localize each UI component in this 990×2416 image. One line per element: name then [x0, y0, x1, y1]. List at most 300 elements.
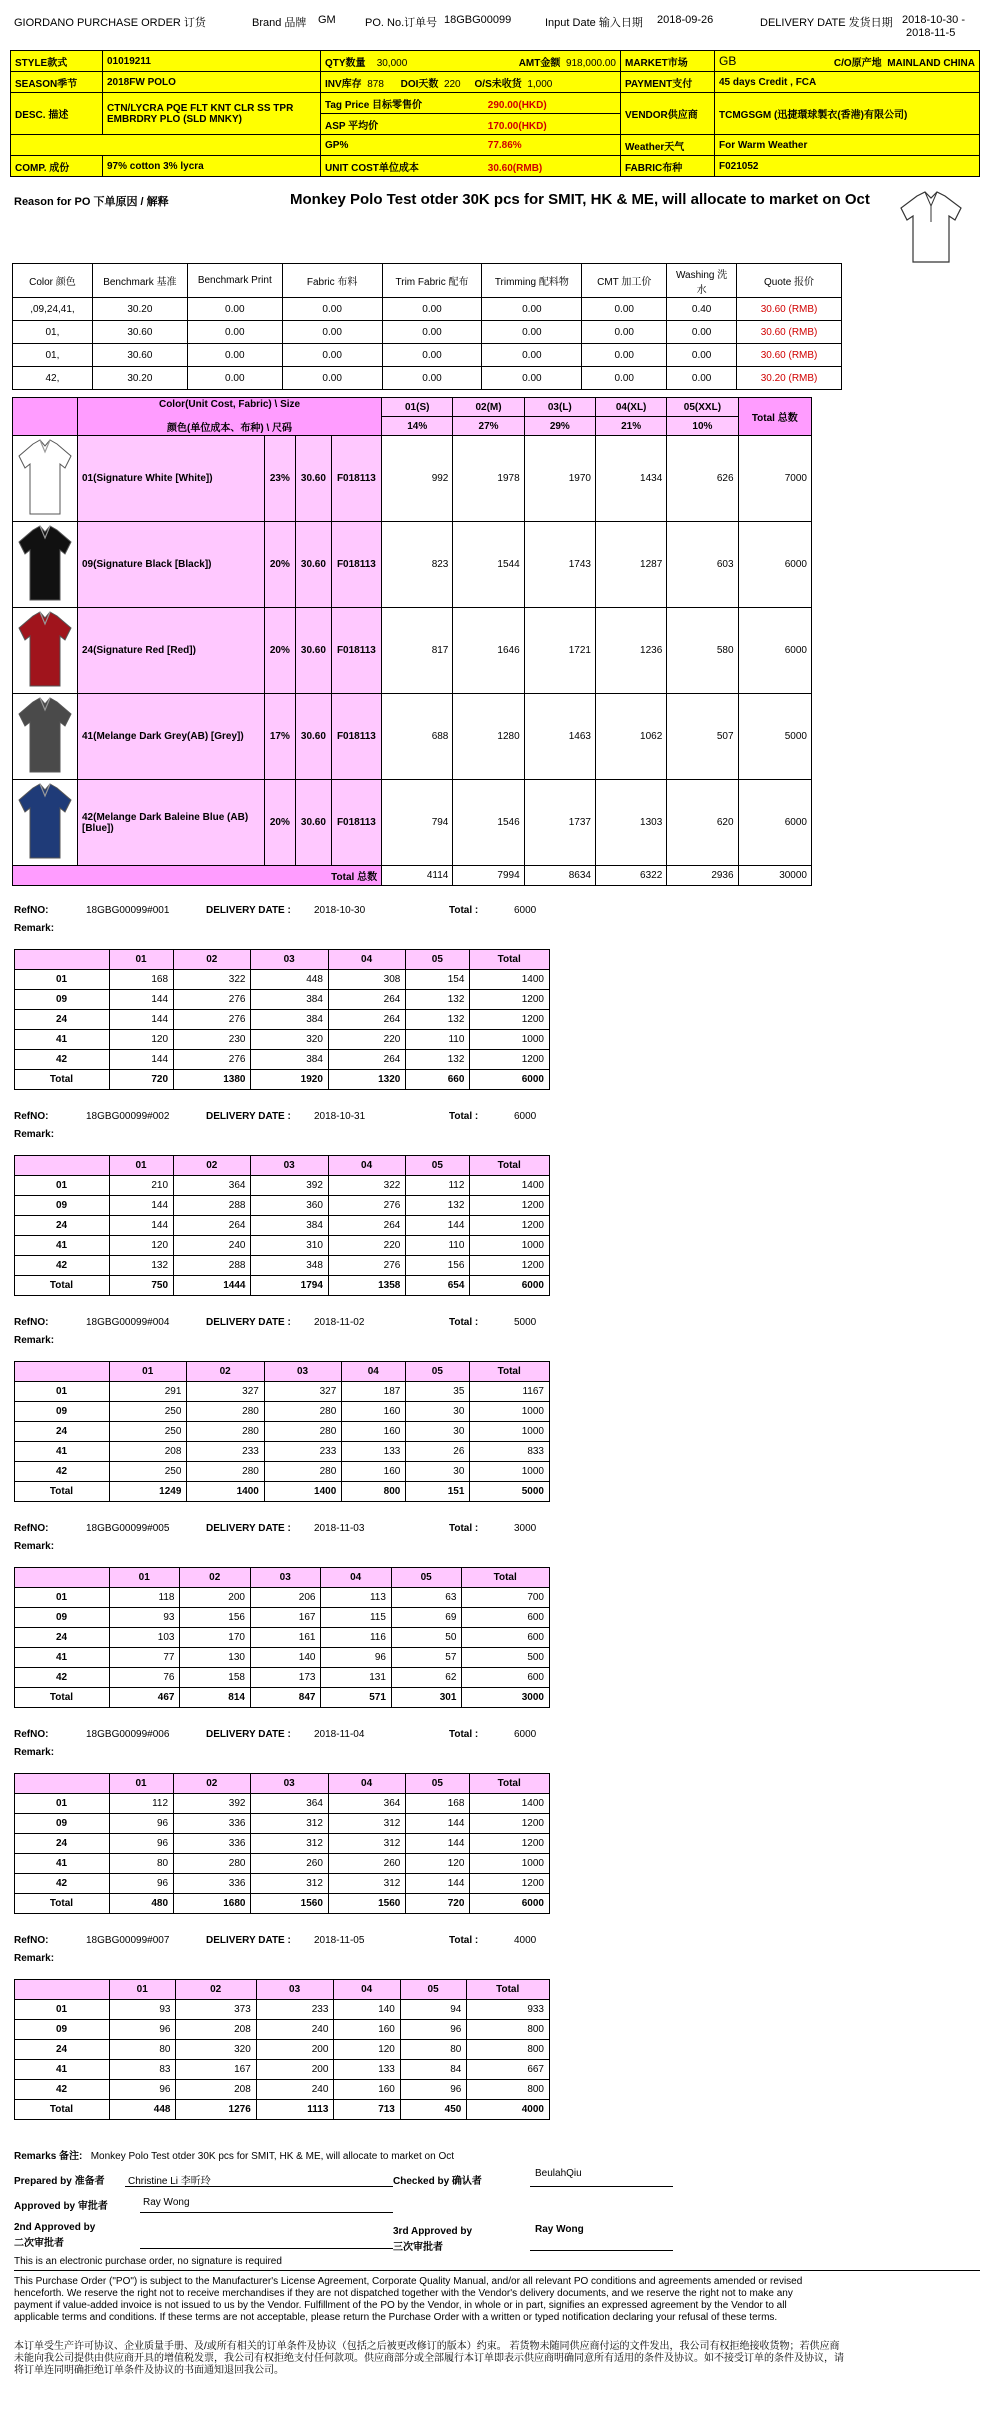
legal-divider [14, 2270, 980, 2271]
shipment-qty: 115 [321, 1608, 391, 1628]
shipment-table-head [15, 950, 550, 970]
shipment-row [15, 1854, 550, 1874]
benchmark-cell: 0.00 [382, 321, 482, 344]
shipment-qty: 240 [256, 2020, 334, 2040]
shipment-total-qty: 450 [400, 2100, 466, 2120]
blank-cell [11, 135, 321, 156]
payment-value: 45 days Credit , FCA [715, 72, 980, 93]
qty-cell: 1280 [453, 694, 524, 780]
season-value: 2018FW POLO [103, 72, 321, 93]
shipment-row [15, 1462, 550, 1482]
shipment-qty: 1000 [470, 1854, 550, 1874]
shipment-qty: 80 [110, 2040, 176, 2060]
legal-text-en: This Purchase Order ("PO") is subject to the Manufacturer's License Agreement, Corporate Quality Manual, and/or all relevant PO conditions and agreements amended or revised henceforth. We reserve the right not to receive merchandises if they are not dispatched together with the Vendor's delivery documents, and we reserve the right not to make any payment if value-added invoice is not issued to us by the Vendor. Fulfillment of the PO by the Vendor, in whole or in part, signifies an expressed agreement by the Vendor to all applicable terms and conditions. If these terms are not acceptable, please return the Purchase Order with a written or typed notification declaring your refusal of these terms. [14, 2276, 803, 2323]
shipment-qty: 800 [467, 2020, 550, 2040]
qty-cell: 626 [667, 436, 738, 522]
shipment-color-code: 41 [15, 1236, 110, 1256]
remark-label: Remark: [14, 1953, 55, 1964]
shipment-qty: 327 [187, 1382, 264, 1402]
market-cell [715, 51, 980, 72]
shipment-row [15, 1010, 550, 1030]
size-header-02(M): 02(M) [453, 398, 524, 417]
shipment-color-code: 01 [15, 970, 110, 990]
shipment-qty: 168 [110, 970, 174, 990]
shipment-qty: 276 [174, 1050, 251, 1070]
color-row [13, 694, 812, 780]
shipment-qty: 210 [110, 1176, 174, 1196]
shipment-qty: 63 [391, 1588, 461, 1608]
remarks-label: Remarks 备注: [14, 2151, 83, 2162]
ref-number: 18GBG00099#007 [86, 1935, 170, 1946]
color-pct: 17% [264, 694, 295, 780]
remark-label: Remark: [14, 1541, 55, 1552]
second-approved-line [140, 2248, 393, 2249]
shipment-qty: 144 [110, 1010, 174, 1030]
shipment-delivery-date: 2018-11-02 [314, 1317, 365, 1328]
qty-cell: 1743 [524, 522, 595, 608]
qty-cell: 620 [667, 780, 738, 866]
shipment-qty: 187 [342, 1382, 406, 1402]
shipment-qty: 280 [264, 1402, 341, 1422]
shipment-qty: 260 [328, 1854, 405, 1874]
shipment-total-row-label: Total [15, 1482, 110, 1502]
color-size-table [12, 397, 812, 886]
shipment-total-qty: 6000 [470, 1070, 550, 1090]
qty-cell: 1970 [524, 436, 595, 522]
shipment-qty: 200 [256, 2060, 334, 2080]
shipment-qty: 130 [180, 1648, 250, 1668]
shipment-qty: 144 [406, 1814, 470, 1834]
shipment-qty: 173 [250, 1668, 320, 1688]
shipment-qty: 132 [110, 1256, 174, 1276]
benchmark-row [13, 344, 842, 367]
delivery-date-label: DELIVERY DATE : [206, 905, 291, 916]
input-date-label: Input Date 输入日期 [545, 17, 643, 29]
shipment-qty: 96 [400, 2020, 466, 2040]
benchmark-cell: 0.00 [482, 367, 582, 390]
style-label: STYLE款式 [11, 51, 103, 72]
shipment-total: 6000 [514, 905, 537, 916]
comp-label: COMP. 成份 [11, 156, 103, 177]
brand-label: Brand 品牌 [252, 17, 307, 29]
benchmark-cell: 0.00 [667, 344, 737, 367]
shipment-qty: 312 [328, 1814, 405, 1834]
shipment-qty: 264 [328, 1050, 405, 1070]
shipment-qty: 160 [342, 1402, 406, 1422]
shipment-qty: 160 [334, 2020, 400, 2040]
shipment-head-row [15, 1774, 550, 1794]
shipment-qty: 1200 [470, 1050, 550, 1070]
polo-thumb-cell [13, 522, 78, 608]
shipment-table-body [15, 970, 550, 1090]
third-approved-value: Ray Wong [535, 2224, 584, 2235]
shipment-size-head: 03 [251, 950, 328, 970]
qty-cell: 1546 [453, 780, 524, 866]
shipment-total-qty: 814 [180, 1688, 250, 1708]
color-name: 41(Melange Dark Grey(AB) [Grey]) [78, 694, 265, 780]
shipment-qty: 1200 [470, 1874, 550, 1894]
shipment-qty: 600 [462, 1628, 550, 1648]
shipment-qty: 208 [176, 2020, 256, 2040]
color-row [13, 436, 812, 522]
input-date: 2018-09-26 [657, 14, 714, 26]
shipment-qty: 110 [406, 1236, 470, 1256]
shipment-size-head: 02 [174, 1774, 251, 1794]
shipment-qty: 348 [251, 1256, 328, 1276]
shipment-qty: 84 [400, 2060, 466, 2080]
qty-label: QTY数量 [325, 57, 366, 69]
shipment-qty: 280 [187, 1422, 264, 1442]
shipment-qty: 83 [110, 2060, 176, 2080]
qty-value: 30,000 [376, 57, 408, 69]
shipment-qty: 280 [187, 1402, 264, 1422]
polo-thumb-cell [13, 694, 78, 780]
shipment-qty: 1200 [470, 1834, 550, 1854]
shipment-total-label: Total : [449, 1935, 479, 1946]
os-label: O/S未收货 [474, 78, 522, 90]
gp-cell [321, 135, 621, 156]
shipment-row [15, 1176, 550, 1196]
benchmark-cell: ,09,24,41, [13, 298, 93, 321]
shipment-color-code: 01 [15, 2000, 110, 2020]
shipment-qty: 288 [174, 1256, 251, 1276]
benchmark-cell: 0.00 [282, 367, 382, 390]
shipment-qty: 384 [251, 1216, 328, 1236]
shipment-qty: 1000 [470, 1236, 550, 1256]
color-fabric: F018113 [331, 780, 381, 866]
shipment-qty: 80 [110, 1854, 174, 1874]
shipment-qty: 1200 [470, 1256, 550, 1276]
shipment-qty: 336 [174, 1874, 251, 1894]
weather-label: Weather天气 [621, 135, 715, 156]
color-fabric: F018113 [331, 522, 381, 608]
payment-label: PAYMENT支付 [621, 72, 715, 93]
shipment-table-head [15, 1568, 550, 1588]
shipment-size-head: 02 [174, 1156, 251, 1176]
remarks-value: Monkey Polo Test otder 30K pcs for SMIT, HK & ME, will allocate to market on Oct [90, 2151, 454, 2162]
shipment-qty: 364 [174, 1176, 251, 1196]
shipment-qty: 96 [400, 2080, 466, 2100]
origin-value: MAINLAND CHINA [887, 57, 975, 69]
shipment-qty: 116 [321, 1628, 391, 1648]
qty-cell: 1646 [453, 608, 524, 694]
shipment-total-qty: 713 [334, 2100, 400, 2120]
color-row [13, 608, 812, 694]
shipment-qty: 200 [180, 1588, 250, 1608]
po-label: PO. No.订单号 [365, 17, 438, 29]
shipment-table [14, 1155, 550, 1296]
polo-shirt-icon [17, 524, 73, 602]
shipment-total-qty: 5000 [470, 1482, 550, 1502]
shipment-qty: 30 [406, 1402, 470, 1422]
size-pct: 14% [382, 417, 453, 436]
color-row [13, 780, 812, 866]
shipment-total-qty: 1560 [251, 1894, 328, 1914]
shipment-qty: 112 [110, 1794, 174, 1814]
shipment-qty: 1400 [470, 1176, 550, 1196]
shipment-qty: 364 [328, 1794, 405, 1814]
shipment-size-head: 01 [110, 1156, 174, 1176]
color-name: 09(Signature Black [Black]) [78, 522, 265, 608]
color-cost: 30.60 [296, 436, 332, 522]
qty-cell: 1062 [595, 694, 666, 780]
shipment-head-row [15, 1156, 550, 1176]
shipment-table-body [15, 1176, 550, 1296]
po-info-grid [10, 50, 980, 177]
ref-number: 18GBG00099#004 [86, 1317, 170, 1328]
shipment-qty: 260 [251, 1854, 328, 1874]
remark-label: Remark: [14, 1129, 55, 1140]
os-value: 1,000 [527, 78, 553, 90]
shipment-size-head: 05 [406, 1156, 470, 1176]
refno-label: RefNO: [14, 1935, 49, 1946]
shipment-total-row [15, 1482, 550, 1502]
shipment-total-qty: 1680 [174, 1894, 251, 1914]
shipment-qty: 144 [110, 1050, 174, 1070]
shipment-total-qty: 1400 [264, 1482, 341, 1502]
delivery-label: DELIVERY DATE 发货日期 [760, 17, 893, 29]
shipment-total-qty: 1560 [328, 1894, 405, 1914]
shipment-qty: 26 [406, 1442, 470, 1462]
shipment-qty: 69 [391, 1608, 461, 1628]
comp-value: 97% cotton 3% lycra [103, 156, 321, 177]
benchmark-header-cell: Benchmark 基准 [92, 264, 187, 298]
shipment-header [14, 1935, 554, 1965]
shipment-size-head: 03 [251, 1156, 328, 1176]
reason-label: Reason for PO 下单原因 / 解释 [14, 196, 169, 208]
shipment-qty: 320 [176, 2040, 256, 2060]
approved-value: Ray Wong [143, 2197, 190, 2208]
shipment-color-code: 09 [15, 1608, 110, 1628]
shipment-row [15, 1628, 550, 1648]
shipment-qty: 322 [174, 970, 251, 990]
shipment-qty: 288 [174, 1196, 251, 1216]
qty-cell: 992 [382, 436, 453, 522]
shipment-qty: 310 [251, 1236, 328, 1256]
shipment-qty: 320 [251, 1030, 328, 1050]
shipment-qty: 132 [406, 1196, 470, 1216]
shipment-head-row [15, 1362, 550, 1382]
shipment-table-body [15, 1588, 550, 1708]
shipment-qty: 384 [251, 990, 328, 1010]
shipment-color-code: 24 [15, 1834, 110, 1854]
shipment-total-row-label: Total [15, 1688, 110, 1708]
approved-label: Approved by 审批者 [14, 2201, 108, 2212]
shipment-size-head: 02 [180, 1568, 250, 1588]
shipment-qty: 800 [467, 2080, 550, 2100]
shipment-row [15, 990, 550, 1010]
delivery-date-start: 2018-10-30 - [902, 14, 965, 26]
shipment-total-row [15, 1276, 550, 1296]
polo-thumb-cell [13, 436, 78, 522]
shipment-qty: 113 [321, 1588, 391, 1608]
shipment-qty: 80 [400, 2040, 466, 2060]
shipment-size-head: 05 [391, 1568, 461, 1588]
row-total: 6000 [738, 522, 811, 608]
shipment-table-head [15, 1362, 550, 1382]
asp-value: 170.00(HKD) [487, 120, 547, 132]
prepared-line [125, 2186, 393, 2187]
color-header-row [13, 398, 812, 417]
shipment-size-head: 03 [250, 1568, 320, 1588]
shipment-qty: 96 [110, 2020, 176, 2040]
shipment-total-qty: 3000 [462, 1688, 550, 1708]
shipment-qty: 833 [470, 1442, 550, 1462]
shipment-color-code: 09 [15, 1814, 110, 1834]
shipment-row [15, 1422, 550, 1442]
shipment-total-qty: 1380 [174, 1070, 251, 1090]
checked-line [530, 2186, 673, 2187]
benchmark-header-cell: Washing 洗水 [667, 264, 737, 298]
shipment-size-head: 02 [187, 1362, 264, 1382]
shipment-qty: 230 [174, 1030, 251, 1050]
shipment-table-body [15, 1794, 550, 1914]
polo-shirt-icon [17, 610, 73, 688]
shipment-qty: 276 [328, 1256, 405, 1276]
size-pct: 27% [453, 417, 524, 436]
qty-cell: 580 [667, 608, 738, 694]
company-title: GIORDANO PURCHASE ORDER 订货 [14, 17, 206, 29]
tag-label: Tag Price 目标零售价 [325, 99, 423, 111]
shipment-qty: 1167 [470, 1382, 550, 1402]
fabric-label: FABRIC布种 [621, 156, 715, 177]
benchmark-row [13, 367, 842, 390]
benchmark-cell: 0.00 [382, 298, 482, 321]
shipment-qty: 30 [406, 1422, 470, 1442]
qty-cell: 1737 [524, 780, 595, 866]
shipment-qty: 220 [328, 1030, 405, 1050]
shipment-qty: 250 [110, 1402, 187, 1422]
color-row [13, 522, 812, 608]
shipment-qty: 600 [462, 1668, 550, 1688]
shipment-row [15, 1794, 550, 1814]
shipment-total-row [15, 2100, 550, 2120]
shipment-qty: 308 [328, 970, 405, 990]
shipment-total-qty: 1920 [251, 1070, 328, 1090]
shipment-row [15, 1668, 550, 1688]
shipment-qty: 1400 [470, 970, 550, 990]
benchmark-cell: 0.00 [482, 321, 582, 344]
shipment-delivery-date: 2018-11-04 [314, 1729, 365, 1740]
shipment-table [14, 1567, 550, 1708]
benchmark-header-row [13, 264, 842, 298]
qty-cell: 1434 [595, 436, 666, 522]
shipment-row [15, 1402, 550, 1422]
shipment-qty: 94 [400, 2000, 466, 2020]
benchmark-header-cell: Trimming 配料物 [482, 264, 582, 298]
shipment-color-code: 42 [15, 1256, 110, 1276]
shipment-qty: 208 [110, 1442, 187, 1462]
shipment-header [14, 1317, 554, 1347]
shipment-qty: 76 [110, 1668, 180, 1688]
benchmark-cell: 30.20 [92, 367, 187, 390]
shipment-size-head: 04 [334, 1980, 400, 2000]
gp-value: 77.86% [487, 139, 522, 151]
shipment-qty: 144 [406, 1874, 470, 1894]
shipment-qty: 168 [406, 1794, 470, 1814]
shipment-qty: 264 [174, 1216, 251, 1236]
shipment-delivery-date: 2018-11-05 [314, 1935, 365, 1946]
shipment-qty: 118 [110, 1588, 180, 1608]
color-total-value: 6322 [595, 866, 666, 886]
qty-cell: 823 [382, 522, 453, 608]
shipment-total-head: Total [470, 950, 550, 970]
po-header [0, 14, 990, 44]
shipment-qty: 373 [176, 2000, 256, 2020]
shipment-qty: 62 [391, 1668, 461, 1688]
shipment-qty: 276 [328, 1196, 405, 1216]
desc-label: DESC. 描述 [11, 93, 103, 135]
shipment-total-label: Total : [449, 1523, 479, 1534]
shipment-qty: 140 [250, 1648, 320, 1668]
shipment-qty: 161 [250, 1628, 320, 1648]
refno-label: RefNO: [14, 1111, 49, 1122]
total-header: Total 总数 [738, 398, 811, 436]
size-header-01(S): 01(S) [382, 398, 453, 417]
fabric-value: F021052 [715, 156, 980, 177]
shipment-block [14, 1317, 554, 1502]
delivery-date-label: DELIVERY DATE : [206, 1729, 291, 1740]
shipment-table [14, 1361, 550, 1502]
row-total: 6000 [738, 780, 811, 866]
shipment-color-code: 01 [15, 1794, 110, 1814]
shipment-row [15, 1608, 550, 1628]
shipment-qty: 120 [110, 1236, 174, 1256]
shipment-qty: 156 [180, 1608, 250, 1628]
shipment-color-code: 01 [15, 1176, 110, 1196]
benchmark-cell: 0.00 [282, 298, 382, 321]
shipment-block [14, 1111, 554, 1296]
shipment-size-head: 01 [110, 950, 174, 970]
shipment-header [14, 1523, 554, 1553]
prepared-label: Prepared by 准备者 [14, 2176, 105, 2187]
benchmark-cell: 0.00 [187, 298, 282, 321]
season-label: SEASON季节 [11, 72, 103, 93]
shipment-color-code: 42 [15, 2080, 110, 2100]
shipment-qty: 800 [467, 2040, 550, 2060]
shipment-qty: 384 [251, 1050, 328, 1070]
shipment-total-qty: 301 [391, 1688, 461, 1708]
size-header-03(L): 03(L) [524, 398, 595, 417]
shipment-qty: 264 [328, 990, 405, 1010]
benchmark-cell: 0.00 [187, 367, 282, 390]
delivery-date-label: DELIVERY DATE : [206, 1935, 291, 1946]
shipment-qty: 170 [180, 1628, 250, 1648]
shipment-total-row-label: Total [15, 1894, 110, 1914]
shipment-total-head: Total [470, 1362, 550, 1382]
benchmark-header-cell: Benchmark Print [187, 264, 282, 298]
shipment-color-code: 01 [15, 1588, 110, 1608]
shipment-qty: 96 [321, 1648, 391, 1668]
shipment-row [15, 1030, 550, 1050]
refno-label: RefNO: [14, 1523, 49, 1534]
shipment-row [15, 2040, 550, 2060]
shipment-total-row [15, 1894, 550, 1914]
gp-label: GP% [325, 139, 349, 151]
shipment-size-head: 01 [110, 1774, 174, 1794]
vendor-value: TCMGSGM (迅捷環球製衣(香港)有限公司) [715, 93, 980, 135]
tag-price-cell [321, 93, 621, 114]
qty-cell: 1463 [524, 694, 595, 780]
delivery-date-label: DELIVERY DATE : [206, 1317, 291, 1328]
benchmark-table [12, 263, 842, 390]
shipment-qty: 156 [406, 1256, 470, 1276]
shipment-qty: 160 [334, 2080, 400, 2100]
shipment-qty: 312 [251, 1834, 328, 1854]
shipment-qty: 132 [406, 1050, 470, 1070]
benchmark-cell: 0.00 [582, 298, 667, 321]
shipment-row [15, 1050, 550, 1070]
